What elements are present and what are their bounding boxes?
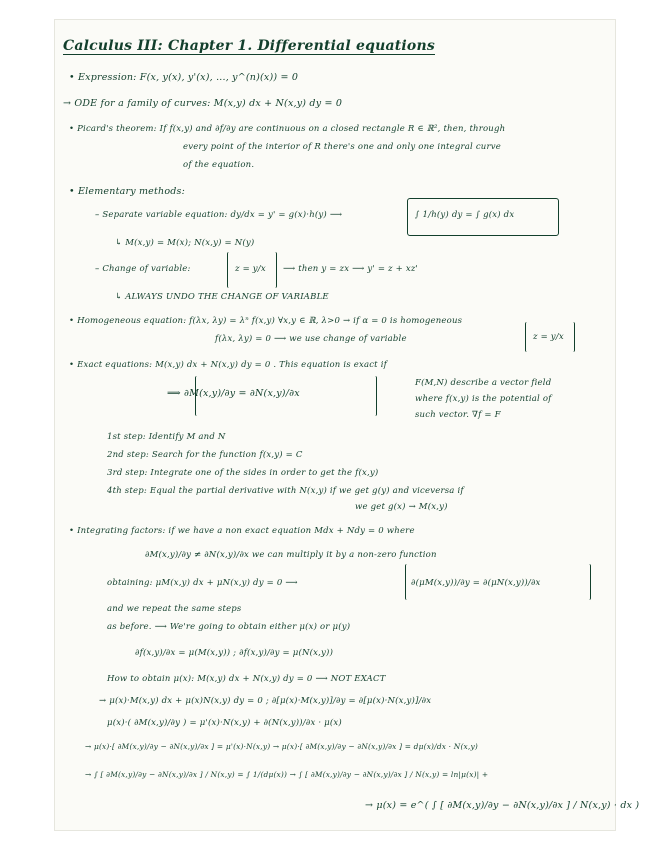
obtaining-condition: ∂(μM(x,y))/∂y = ∂(μN(x,y))/∂x <box>411 578 541 588</box>
obtaining-line: obtaining: μM(x,y) dx + μN(x,y) dy = 0 ⟶ <box>107 578 298 588</box>
homogeneous-line-2: f(λx, λy) = 0 ⟶ we use change of variable <box>215 334 407 344</box>
change-variable-line: – Change of variable: <box>95 264 191 274</box>
picard-line-2: every point of the interior of R there's one and only one integral curve <box>183 142 501 152</box>
picard-line-1: • Picard's theorem: If f(x,y) and ∂f/∂y are continuous on a closed rectangle R ∈ ℝ², then, through <box>69 124 506 134</box>
exact-condition: ⟹ ∂M(x,y)/∂y = ∂N(x,y)/∂x <box>167 388 300 399</box>
mu-derivation-2: μ(x)·( ∂M(x,y)/∂y ) = μ'(x)·N(x,y) + ∂(N(x,y))/∂x · μ(x) <box>107 718 342 728</box>
undo-change-note: ↳ ALWAYS UNDO THE CHANGE OF VARIABLE <box>115 292 329 302</box>
exact-step-4: 4th step: Equal the partial derivative with N(x,y) if we get g(y) and viceversa if <box>107 486 464 496</box>
separate-variable-result: ∫ 1/h(y) dy = ∫ g(x) dx <box>415 210 515 220</box>
exact-step-2: 2nd step: Search for the function f(x,y) = C <box>107 450 303 460</box>
exact-step-1: 1st step: Identify M and N <box>107 432 226 442</box>
potential-derivatives: ∂f(x,y)/∂x = μ(M(x,y)) ; ∂f(x,y)/∂y = μ(N(x,y)) <box>135 648 334 658</box>
exact-note-3: such vector. ∇f = F <box>415 410 501 420</box>
homogeneous-line-1: • Homogeneous equation: f(λx, λy) = λⁿ f(x,y) ∀x,y ∈ ℝ, λ>0 → if α = 0 is homogeneous <box>69 316 463 326</box>
ode-family-line: → ODE for a family of curves: M(x,y) dx + N(x,y) dy = 0 <box>63 98 343 109</box>
elementary-methods-heading: • Elementary methods: <box>69 186 186 197</box>
repeat-steps-line-2: as before. ⟶ We're going to obtain either μ(x) or μ(y) <box>107 622 351 632</box>
mu-derivation-1: → μ(x)·M(x,y) dx + μ(x)N(x,y) dy = 0 ; ∂[μ(x)·M(x,y)]/∂y = ∂[μ(x)·N(x,y)]/∂x <box>99 696 432 706</box>
picard-line-3: of the equation. <box>183 160 255 170</box>
change-variable-value: z = y/x <box>235 264 266 274</box>
exact-note-1: F(M,N) describe a vector field <box>415 378 552 388</box>
mu-final-result: → μ(x) = e^( ∫ [ ∂M(x,y)/∂y − ∂N(x,y)/∂x ] / N(x,y) · dx ) <box>365 800 640 811</box>
separate-variable-note: ↳ M(x,y) = M(x); N(x,y) = N(y) <box>115 238 255 248</box>
exact-equations-line: • Exact equations: M(x,y) dx + N(x,y) dy = 0 . This equation is exact if <box>69 360 387 370</box>
repeat-steps-line-1: and we repeat the same steps <box>107 604 242 614</box>
expression-line: • Expression: F(x, y(x), y'(x), ..., y^(n)(x)) = 0 <box>69 72 299 83</box>
notes-page <box>55 20 640 830</box>
mu-derivation-3: → μ(x)·[ ∂M(x,y)/∂y − ∂N(x,y)/∂x ] = μ'(x)·N(x,y) → μ(x)·[ ∂M(x,y)/∂y − ∂N(x,y)/∂x ] = dμ(x)/dx · N(x,y) <box>85 742 478 751</box>
exact-note-2: where f(x,y) is the potential of <box>415 394 552 404</box>
integrating-factors-line-2: ∂M(x,y)/∂y ≠ ∂N(x,y)/∂x we can multiply it by a non-zero function <box>145 550 437 560</box>
how-to-obtain-mu: How to obtain μ(x): M(x,y) dx + N(x,y) dy = 0 ⟶ NOT EXACT <box>107 674 386 684</box>
exact-step-3: 3rd step: Integrate one of the sides in order to get the f(x,y) <box>107 468 379 478</box>
change-variable-result: ⟶ then y = zx ⟶ y' = z + xz' <box>283 264 419 274</box>
homogeneous-value: z = y/x <box>533 332 564 342</box>
separate-variable-line: – Separate variable equation: dy/dx = y' = g(x)·h(y) ⟶ <box>95 210 343 220</box>
integrating-factors-line-1: • Integrating factors: if we have a non exact equation Mdx + Ndy = 0 where <box>69 526 415 536</box>
page-title: Calculus III: Chapter 1. Differential equations <box>63 38 435 54</box>
exact-step-4-continued: we get g(x) → M(x,y) <box>355 502 448 512</box>
mu-derivation-4: → ∫ [ ∂M(x,y)/∂y − ∂N(x,y)/∂x ] / N(x,y) = ∫ 1/(dμ(x)) → ∫ [ ∂M(x,y)/∂y − ∂N(x,y)/∂x ] / N(x,y) = ln|μ(x)| + <box>85 770 489 779</box>
